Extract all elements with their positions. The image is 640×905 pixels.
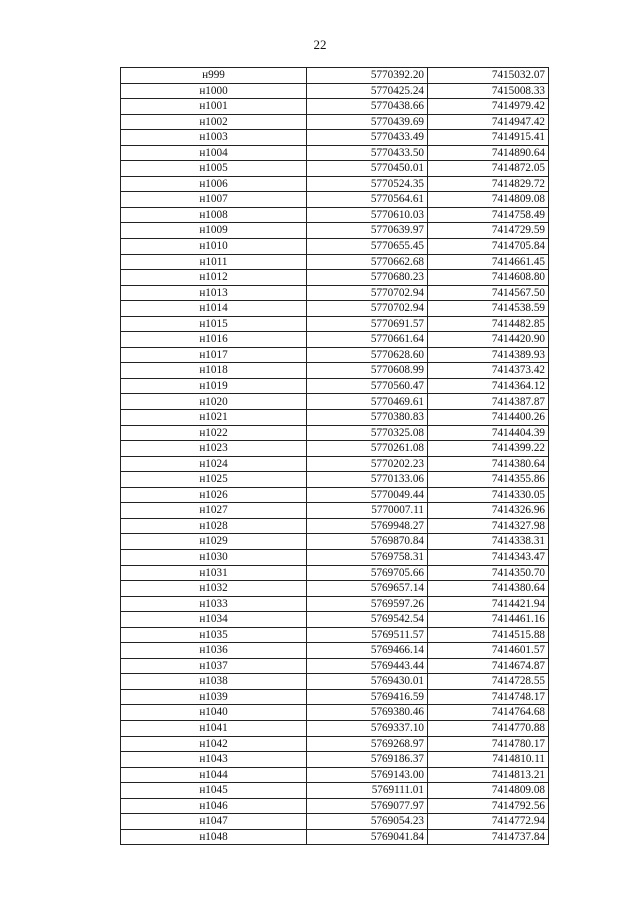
table-row [121, 720, 549, 736]
y-coordinate-cell: 7414387.87 [428, 394, 549, 410]
table-row [121, 612, 549, 628]
y-coordinate-cell: 7414829.72 [428, 176, 549, 192]
y-coordinate-cell: 7414399.22 [428, 441, 549, 457]
x-coordinate-cell: 5770425.24 [307, 83, 428, 99]
table-row [121, 192, 549, 208]
table-row [121, 332, 549, 348]
y-coordinate-cell: 7415008.33 [428, 83, 549, 99]
point-id-cell: н1026 [121, 487, 307, 503]
table-row [121, 487, 549, 503]
y-coordinate-cell: 7414809.08 [428, 192, 549, 208]
point-id-cell: н1020 [121, 394, 307, 410]
y-coordinate-cell: 7414764.68 [428, 705, 549, 721]
y-coordinate-cell: 7414389.93 [428, 347, 549, 363]
table-row [121, 285, 549, 301]
x-coordinate-cell: 5770628.60 [307, 347, 428, 363]
point-id-cell: н1047 [121, 814, 307, 830]
point-id-cell: н1040 [121, 705, 307, 721]
x-coordinate-cell: 5769143.00 [307, 767, 428, 783]
point-id-cell: н1031 [121, 565, 307, 581]
x-coordinate-cell: 5769542.54 [307, 612, 428, 628]
point-id-cell: н1038 [121, 674, 307, 690]
y-coordinate-cell: 7414872.05 [428, 161, 549, 177]
table-row [121, 207, 549, 223]
table-row [121, 643, 549, 659]
y-coordinate-cell: 7414729.59 [428, 223, 549, 239]
x-coordinate-cell: 5769041.84 [307, 829, 428, 845]
y-coordinate-cell: 7414515.88 [428, 627, 549, 643]
x-coordinate-cell: 5769268.97 [307, 736, 428, 752]
table-row [121, 829, 549, 845]
point-id-cell: н1013 [121, 285, 307, 301]
y-coordinate-cell: 7414400.26 [428, 410, 549, 426]
x-coordinate-cell: 5770610.03 [307, 207, 428, 223]
x-coordinate-cell: 5769758.31 [307, 549, 428, 565]
x-coordinate-cell: 5770702.94 [307, 301, 428, 317]
point-id-cell: н1009 [121, 223, 307, 239]
coordinates-table [120, 67, 549, 845]
table-row [121, 316, 549, 332]
point-id-cell: н1041 [121, 720, 307, 736]
table-row [121, 83, 549, 99]
x-coordinate-cell: 5770702.94 [307, 285, 428, 301]
table-row [121, 736, 549, 752]
table-row [121, 752, 549, 768]
y-coordinate-cell: 7414350.70 [428, 565, 549, 581]
table-row [121, 270, 549, 286]
x-coordinate-cell: 5769054.23 [307, 814, 428, 830]
x-coordinate-cell: 5769430.01 [307, 674, 428, 690]
table-row [121, 456, 549, 472]
point-id-cell: н1028 [121, 518, 307, 534]
x-coordinate-cell: 5769186.37 [307, 752, 428, 768]
table-row [121, 161, 549, 177]
table-row [121, 223, 549, 239]
coordinates-table-body [121, 68, 549, 845]
table-row [121, 549, 549, 565]
x-coordinate-cell: 5770439.69 [307, 114, 428, 130]
x-coordinate-cell: 5769380.46 [307, 705, 428, 721]
page-number: 22 [313, 37, 327, 52]
y-coordinate-cell: 7415032.07 [428, 68, 549, 84]
y-coordinate-cell: 7414327.98 [428, 518, 549, 534]
x-coordinate-cell: 5769443.44 [307, 658, 428, 674]
table-row [121, 254, 549, 270]
table-row [121, 565, 549, 581]
y-coordinate-cell: 7414404.39 [428, 425, 549, 441]
x-coordinate-cell: 5769657.14 [307, 581, 428, 597]
x-coordinate-cell: 5769511.57 [307, 627, 428, 643]
y-coordinate-cell: 7414601.57 [428, 643, 549, 659]
x-coordinate-cell: 5770662.68 [307, 254, 428, 270]
table-row [121, 301, 549, 317]
point-id-cell: н1016 [121, 332, 307, 348]
table-row [121, 767, 549, 783]
table-row [121, 425, 549, 441]
x-coordinate-cell: 5770608.99 [307, 363, 428, 379]
point-id-cell: н1000 [121, 83, 307, 99]
x-coordinate-cell: 5769416.59 [307, 689, 428, 705]
x-coordinate-cell: 5770380.83 [307, 410, 428, 426]
table-row [121, 814, 549, 830]
point-id-cell: н1027 [121, 503, 307, 519]
table-row [121, 627, 549, 643]
table-row [121, 441, 549, 457]
point-id-cell: н1044 [121, 767, 307, 783]
point-id-cell: н999 [121, 68, 307, 84]
point-id-cell: н1042 [121, 736, 307, 752]
y-coordinate-cell: 7414608.80 [428, 270, 549, 286]
point-id-cell: н1017 [121, 347, 307, 363]
x-coordinate-cell: 5770691.57 [307, 316, 428, 332]
point-id-cell: н1001 [121, 99, 307, 115]
y-coordinate-cell: 7414420.90 [428, 332, 549, 348]
point-id-cell: н1005 [121, 161, 307, 177]
x-coordinate-cell: 5769870.84 [307, 534, 428, 550]
y-coordinate-cell: 7414770.88 [428, 720, 549, 736]
y-coordinate-cell: 7414947.42 [428, 114, 549, 130]
y-coordinate-cell: 7414792.56 [428, 798, 549, 814]
y-coordinate-cell: 7414326.96 [428, 503, 549, 519]
y-coordinate-cell: 7414567.50 [428, 285, 549, 301]
x-coordinate-cell: 5770524.35 [307, 176, 428, 192]
x-coordinate-cell: 5769077.97 [307, 798, 428, 814]
x-coordinate-cell: 5770661.64 [307, 332, 428, 348]
y-coordinate-cell: 7414780.17 [428, 736, 549, 752]
table-row [121, 534, 549, 550]
x-coordinate-cell: 5770680.23 [307, 270, 428, 286]
point-id-cell: н1021 [121, 410, 307, 426]
x-coordinate-cell: 5770655.45 [307, 239, 428, 255]
table-row [121, 518, 549, 534]
point-id-cell: н1025 [121, 472, 307, 488]
y-coordinate-cell: 7414343.47 [428, 549, 549, 565]
point-id-cell: н1003 [121, 130, 307, 146]
table-row [121, 145, 549, 161]
x-coordinate-cell: 5770049.44 [307, 487, 428, 503]
y-coordinate-cell: 7414661.45 [428, 254, 549, 270]
table-row [121, 347, 549, 363]
x-coordinate-cell: 5770133.06 [307, 472, 428, 488]
point-id-cell: н1045 [121, 783, 307, 799]
point-id-cell: н1034 [121, 612, 307, 628]
y-coordinate-cell: 7414380.64 [428, 456, 549, 472]
point-id-cell: н1012 [121, 270, 307, 286]
y-coordinate-cell: 7414338.31 [428, 534, 549, 550]
point-id-cell: н1023 [121, 441, 307, 457]
point-id-cell: н1022 [121, 425, 307, 441]
table-row [121, 363, 549, 379]
point-id-cell: н1048 [121, 829, 307, 845]
point-id-cell: н1037 [121, 658, 307, 674]
x-coordinate-cell: 5769597.26 [307, 596, 428, 612]
point-id-cell: н1043 [121, 752, 307, 768]
table-row [121, 239, 549, 255]
point-id-cell: н1024 [121, 456, 307, 472]
y-coordinate-cell: 7414915.41 [428, 130, 549, 146]
y-coordinate-cell: 7414748.17 [428, 689, 549, 705]
x-coordinate-cell: 5770564.61 [307, 192, 428, 208]
point-id-cell: н1006 [121, 176, 307, 192]
table-row [121, 705, 549, 721]
table-row [121, 68, 549, 84]
point-id-cell: н1018 [121, 363, 307, 379]
x-coordinate-cell: 5770438.66 [307, 99, 428, 115]
table-row [121, 674, 549, 690]
table-row [121, 130, 549, 146]
y-coordinate-cell: 7414979.42 [428, 99, 549, 115]
y-coordinate-cell: 7414728.55 [428, 674, 549, 690]
point-id-cell: н1015 [121, 316, 307, 332]
x-coordinate-cell: 5770202.23 [307, 456, 428, 472]
point-id-cell: н1007 [121, 192, 307, 208]
table-row [121, 176, 549, 192]
y-coordinate-cell: 7414364.12 [428, 378, 549, 394]
point-id-cell: н1046 [121, 798, 307, 814]
point-id-cell: н1030 [121, 549, 307, 565]
point-id-cell: н1008 [121, 207, 307, 223]
table-row [121, 783, 549, 799]
y-coordinate-cell: 7414482.85 [428, 316, 549, 332]
y-coordinate-cell: 7414421.94 [428, 596, 549, 612]
y-coordinate-cell: 7414674.87 [428, 658, 549, 674]
y-coordinate-cell: 7414758.49 [428, 207, 549, 223]
y-coordinate-cell: 7414809.08 [428, 783, 549, 799]
y-coordinate-cell: 7414772.94 [428, 814, 549, 830]
table-row [121, 394, 549, 410]
y-coordinate-cell: 7414705.84 [428, 239, 549, 255]
table-row [121, 596, 549, 612]
table-row [121, 472, 549, 488]
point-id-cell: н1019 [121, 378, 307, 394]
y-coordinate-cell: 7414538.59 [428, 301, 549, 317]
table-row [121, 689, 549, 705]
point-id-cell: н1039 [121, 689, 307, 705]
y-coordinate-cell: 7414810.11 [428, 752, 549, 768]
table-row [121, 114, 549, 130]
x-coordinate-cell: 5770433.49 [307, 130, 428, 146]
table-row [121, 503, 549, 519]
point-id-cell: н1002 [121, 114, 307, 130]
x-coordinate-cell: 5770325.08 [307, 425, 428, 441]
point-id-cell: н1029 [121, 534, 307, 550]
point-id-cell: н1014 [121, 301, 307, 317]
y-coordinate-cell: 7414461.16 [428, 612, 549, 628]
x-coordinate-cell: 5770007.11 [307, 503, 428, 519]
y-coordinate-cell: 7414355.86 [428, 472, 549, 488]
x-coordinate-cell: 5770450.01 [307, 161, 428, 177]
y-coordinate-cell: 7414373.42 [428, 363, 549, 379]
table-row [121, 798, 549, 814]
x-coordinate-cell: 5769705.66 [307, 565, 428, 581]
x-coordinate-cell: 5770433.50 [307, 145, 428, 161]
x-coordinate-cell: 5769948.27 [307, 518, 428, 534]
x-coordinate-cell: 5770261.08 [307, 441, 428, 457]
table-row [121, 99, 549, 115]
x-coordinate-cell: 5770392.20 [307, 68, 428, 84]
point-id-cell: н1036 [121, 643, 307, 659]
table-row [121, 658, 549, 674]
y-coordinate-cell: 7414737.84 [428, 829, 549, 845]
point-id-cell: н1033 [121, 596, 307, 612]
x-coordinate-cell: 5770560.47 [307, 378, 428, 394]
x-coordinate-cell: 5769337.10 [307, 720, 428, 736]
x-coordinate-cell: 5770639.97 [307, 223, 428, 239]
x-coordinate-cell: 5769466.14 [307, 643, 428, 659]
point-id-cell: н1004 [121, 145, 307, 161]
table-row [121, 581, 549, 597]
point-id-cell: н1035 [121, 627, 307, 643]
point-id-cell: н1011 [121, 254, 307, 270]
point-id-cell: н1010 [121, 239, 307, 255]
y-coordinate-cell: 7414380.64 [428, 581, 549, 597]
x-coordinate-cell: 5770469.61 [307, 394, 428, 410]
x-coordinate-cell: 5769111.01 [307, 783, 428, 799]
table-row [121, 410, 549, 426]
y-coordinate-cell: 7414813.21 [428, 767, 549, 783]
y-coordinate-cell: 7414890.64 [428, 145, 549, 161]
point-id-cell: н1032 [121, 581, 307, 597]
table-row [121, 378, 549, 394]
y-coordinate-cell: 7414330.05 [428, 487, 549, 503]
